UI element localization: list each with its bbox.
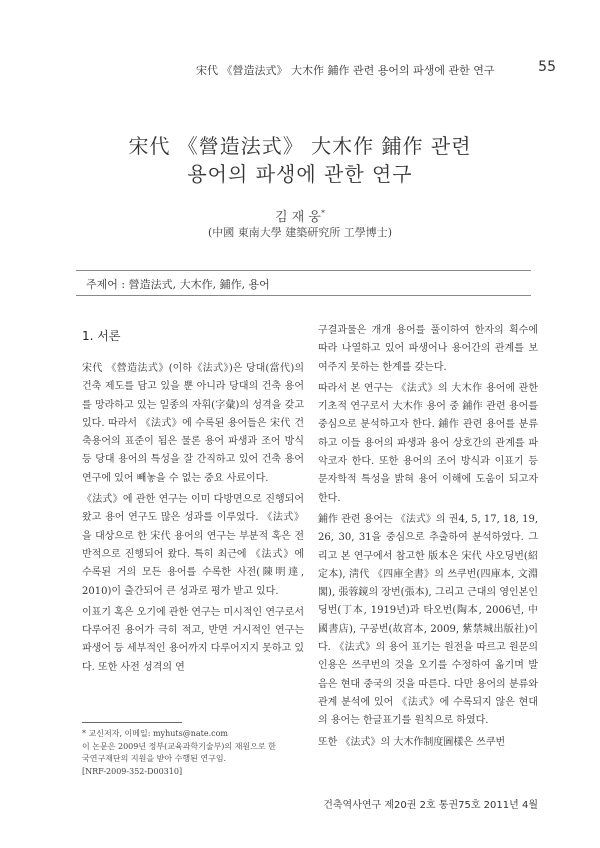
paragraph: 鋪作 관련 용어는 《法式》의 권4, 5, 17, 18, 19, 26, 30, 31을 중심으로 추출하여 분석하였다. 그리고 본 연구에서 참고한 版本은 宋代 샤오딩번(紹定本), 淸代 《四庫全書》의 쓰쿠번(四庫本, 文淵閣), 張蓉鏡의 장번(張本), 그리고 근대의 영인본인 딩번(丁本, 1919년)과 타오번(陶本, 2006년, 中國書店), 구공번(故宮本, 2009, 紫禁城出版社)이다. 《法式》의 용어 표기는 원전을 따르고 원문의 인용은 쓰쿠번의 것을 오기를 수정하여 옮기며 발음은 현대 중국의 것을 따른다. 다만 용어의 분류와 관계 분석에 있어 《法式》에 수록되지 않은 현대의 용어는 한글표기를 원칙으로 하였다.	[318, 513, 538, 727]
keywords-box	[76, 270, 531, 296]
journal-footer: 건축역사연구 제20권 2호 통권75호 2011년 4월	[323, 800, 538, 811]
paragraph: 구결과물은 개개 용어를 풀이하여 한자의 획수에 따라 나열하고 있어 파생어나 용어간의 관계를 보여주지 못하는 한계를 갖는다.	[318, 325, 538, 373]
author-mark: *	[320, 208, 325, 218]
running-head	[196, 59, 556, 78]
paragraph: 따라서 본 연구는 《法式》의 大木作 용어에 관한 기초적 연구로서 大木作 용어 중 鋪作 관련 용어를 중심으로 분석하고자 한다. 鋪作 관련 용어를 분류하고 이들 용어의 파생과 용어 상호간의 관계를 파악코자 한다. 또한 용어의 조어 방식과 이표기 등 문자학적 특성을 밝혀 용어 이해에 도움이 되고자 한다.	[318, 382, 538, 504]
author-affiliation: (中國 東南大學 建築研究所 工學博士)	[207, 226, 393, 239]
page-number: 55	[538, 59, 556, 75]
footnote-line: 이 논문은 2009년 정부(교육과학기술부)의 재원으로 한	[82, 741, 276, 751]
paragraph: 宋代 《營造法式》(이하《法式》)은 당대(當代)의 건축 제도를 담고 있을 뿐 아니라 당대의 건축 용어를 망라하고 있는 일종의 자휘(字彙)의 성격을 갖고 있다. 따라서 《法式》에 수록된 용어들은 宋代 건축용어의 표준이 됨은 물론 용어 파생과 조어 방식 등 당대 용어의 특성을 잘 간직하고 있어 건축 용어 연구에 있어 빼놓을 수 없는 중요 사료이다.	[82, 363, 304, 484]
footnote-line: * 교신저자, 이메일: myhuts@nate.com	[82, 729, 228, 738]
paper-title-line-1: 宋代 《營造法式》 大木作 鋪作 관련	[128, 134, 472, 158]
footnote-line: [NRF-2009-352-D00310]	[82, 766, 183, 776]
footnote-rule	[82, 722, 182, 723]
section-heading: 1. 서론	[82, 329, 121, 343]
left-column	[82, 360, 304, 677]
footnote-line: 국연구재단의 지원을 받아 수행된 연구임.	[82, 754, 227, 763]
author-name: 김 재 웅	[275, 210, 321, 225]
paragraph: 《法式》에 관한 연구는 이미 다방면으로 진행되어 왔고 용어 연구도 많은 성과를 이루었다. 《法式》을 대상으로 한 宋代 용어의 연구는 부분적 혹은 전반적으로 진행되어 왔다. 특히 최근에 《法式》에 수록된 거의 모든 용어를 수록한 사전(陳明達, 2010)이 출간되어 큰 성과로 평가 받고 있다.	[82, 494, 304, 597]
paragraph: 이표기 혹은 오기에 관한 연구는 미시적인 연구로서 다루어진 용어가 극히 적고, 반면 거시적인 연구는 파생어 등 세부적인 용어까지 다루어지지 못하고 있다. 또한 사전 성격의 연	[82, 606, 304, 673]
keywords: 주제어 : 營造法式, 大木作, 鋪作, 용어	[86, 278, 270, 291]
paragraph: 또한 《法式》의 大木作制度圖樣은 쓰쿠번	[318, 736, 506, 748]
right-column	[318, 322, 538, 752]
author	[0, 206, 600, 225]
paper-title-line-2: 용어의 파생에 관한 연구	[187, 162, 413, 186]
running-head-title: 宋代 《營造法式》 大木作 鋪作 관련 용어의 파생에 관한 연구	[196, 64, 495, 77]
footnotes	[82, 728, 304, 778]
